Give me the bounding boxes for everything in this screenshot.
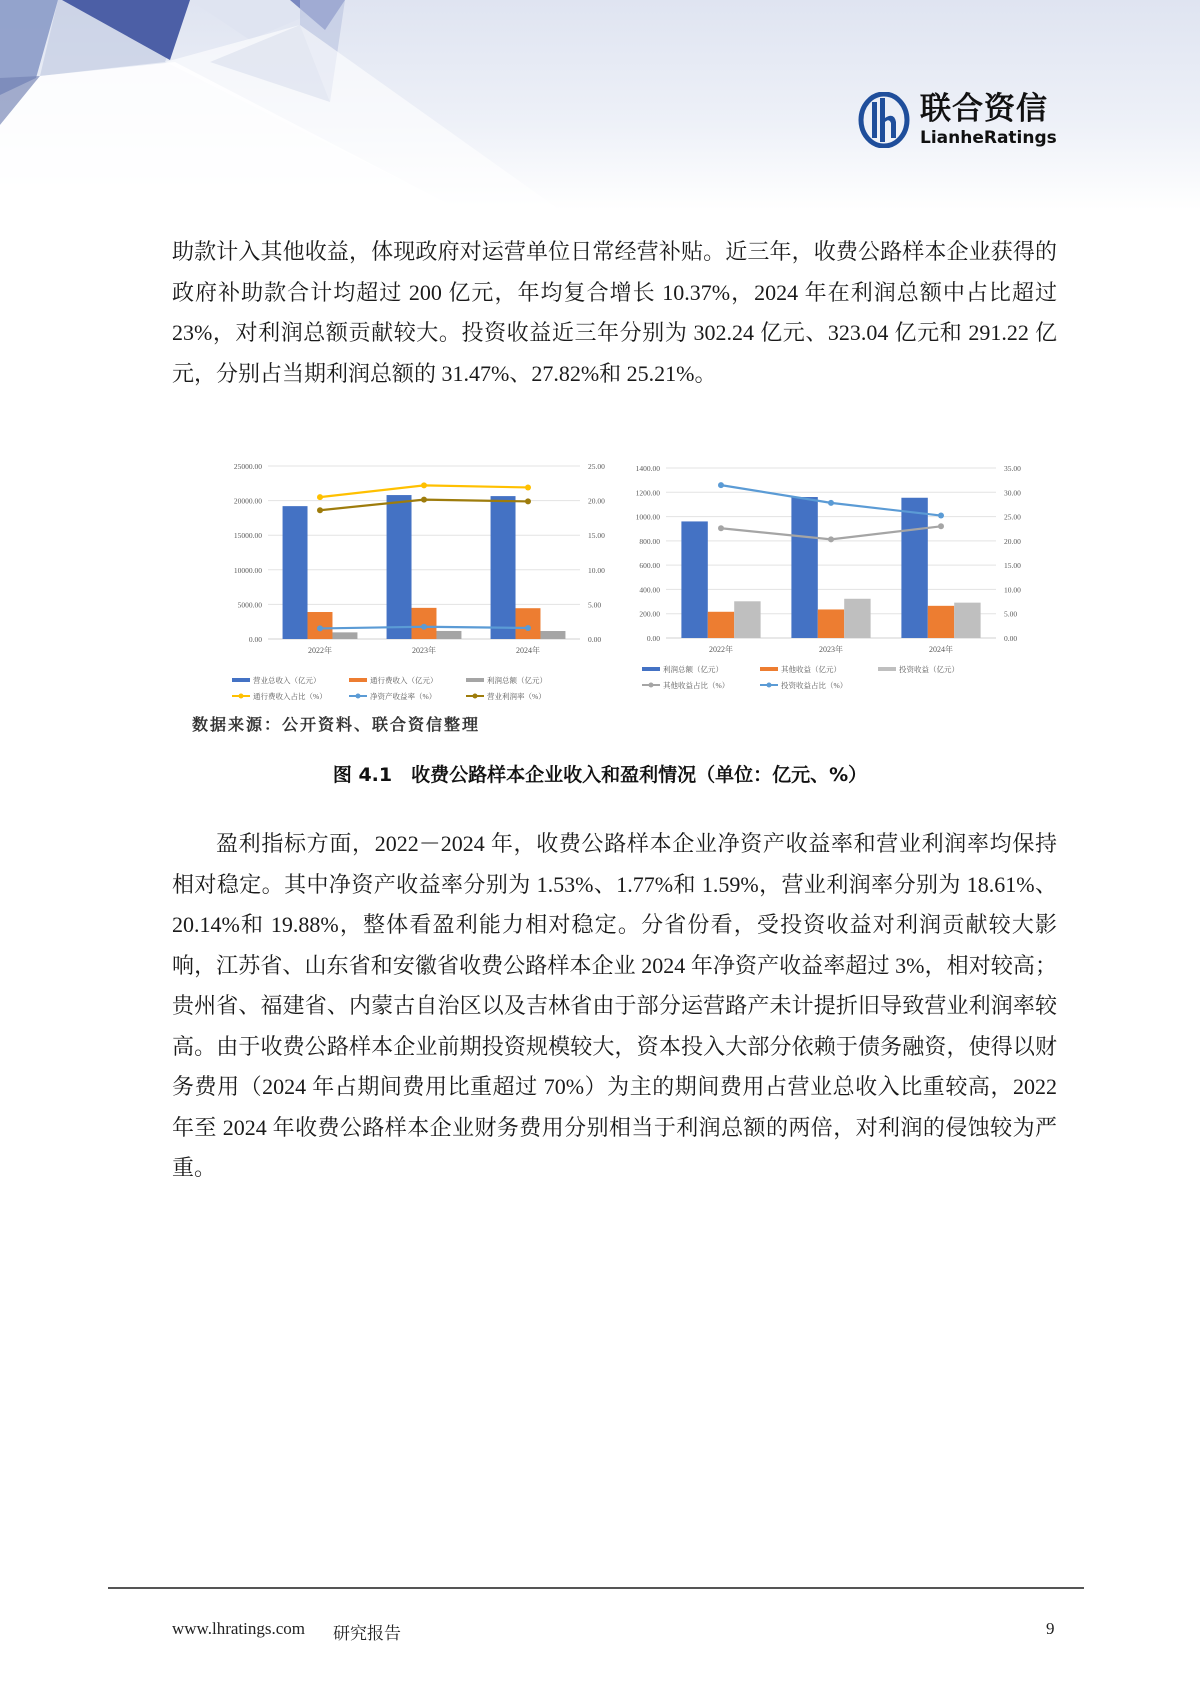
legend-marker <box>239 694 244 699</box>
y-tick-label: 1400.00 <box>635 464 660 473</box>
legend-marker <box>649 683 654 688</box>
bar <box>412 608 437 639</box>
data-point <box>525 625 531 631</box>
data-point <box>718 525 724 531</box>
y-tick-label: 400.00 <box>639 585 660 595</box>
data-point <box>317 494 323 500</box>
y2-tick-label: 0.00 <box>1004 634 1018 643</box>
data-point <box>718 482 724 488</box>
figure-source: 数据来源：公开资料、联合资信整理 <box>192 715 481 734</box>
x-tick-label: 2023年 <box>412 646 436 655</box>
data-point <box>938 513 944 519</box>
body-paragraph-1: 助款计入其他收益，体现政府对运营单位日常经营补贴。近三年，收费公路样本企业获得的政府补助款合计均超过 200 亿元，年均复合增长 10.37%，2024 年在利润总额中占比超过 23%，对利润总额贡献较大。投资收益近三年分别为 302.24 亿元、323.04 亿元和 291.22 亿元，分别占当期利润总额的 31.47%、27.82%和 25.21%。 <box>172 239 1057 386</box>
y2-tick-label: 20.00 <box>588 496 605 506</box>
bar <box>818 609 844 638</box>
y-tick-label: 15000.00 <box>233 531 262 541</box>
data-point <box>421 482 427 488</box>
y2-tick-label: 0.00 <box>588 635 602 644</box>
bar <box>954 603 980 638</box>
chart-1-svg <box>210 455 605 700</box>
y2-tick-label: 25.00 <box>1004 512 1021 522</box>
legend-label: 营业利润率（%） <box>487 692 546 700</box>
bar <box>928 606 954 638</box>
x-tick-label: 2023年 <box>819 645 843 654</box>
y-tick-label: 10000.00 <box>233 565 262 575</box>
y-tick-label: 0.00 <box>248 635 262 644</box>
y2-tick-label: 30.00 <box>1004 488 1021 498</box>
y-tick-label: 20000.00 <box>233 496 262 506</box>
data-point <box>317 507 323 513</box>
chart-profit-composition <box>605 455 1035 700</box>
legend-label: 通行费收入占比（%） <box>253 692 327 700</box>
footer-report-label: 研究报告 <box>333 1624 401 1644</box>
y-tick-label: 0.00 <box>646 634 660 643</box>
bar <box>387 495 412 639</box>
legend-swatch <box>760 667 778 671</box>
x-tick-label: 2022年 <box>709 645 733 654</box>
legend-swatch <box>232 678 250 682</box>
bar <box>491 496 516 639</box>
legend-label: 其他收益占比（%） <box>663 681 730 690</box>
lianhe-logo-icon <box>858 92 910 148</box>
x-tick-label: 2024年 <box>516 646 540 655</box>
footer-divider <box>108 1587 1084 1589</box>
legend-label: 投资收益占比（%） <box>781 681 848 690</box>
y-tick-label: 800.00 <box>639 536 660 546</box>
bar <box>436 631 461 639</box>
data-point <box>828 500 834 506</box>
logo-chinese-name: 联合资信 <box>920 91 1048 127</box>
bar <box>540 631 565 639</box>
y2-tick-label: 35.00 <box>1004 464 1021 473</box>
bar <box>516 608 541 639</box>
data-point <box>828 536 834 542</box>
bar <box>901 498 927 638</box>
y2-tick-label: 15.00 <box>588 531 605 541</box>
legend-label: 通行费收入（亿元） <box>370 676 438 685</box>
bar <box>332 632 357 639</box>
legend-label: 利润总额（亿元） <box>663 665 723 674</box>
y-tick-label: 1200.00 <box>635 488 660 498</box>
y-tick-label: 1000.00 <box>635 512 660 522</box>
data-point <box>938 523 944 529</box>
data-point <box>525 484 531 490</box>
y2-tick-label: 5.00 <box>1004 609 1018 619</box>
legend-label: 其他收益（亿元） <box>781 665 841 674</box>
legend-label: 营业总收入（亿元） <box>253 676 321 685</box>
bar <box>681 521 707 638</box>
bar <box>734 601 760 638</box>
bar <box>283 506 308 639</box>
legend-swatch <box>349 678 367 682</box>
legend-swatch <box>466 678 484 682</box>
legend-swatch <box>642 667 660 671</box>
legend-marker <box>473 694 478 699</box>
chart-revenue-profit <box>210 455 605 700</box>
y2-tick-label: 15.00 <box>1004 561 1021 571</box>
legend-marker <box>767 683 772 688</box>
company-logo <box>858 92 1068 156</box>
page-number: 9 <box>1046 1619 1055 1638</box>
body-paragraph-2: 盈利指标方面，2022－2024 年，收费公路样本企业净资产收益率和营业利润率均保持相对稳定。其中净资产收益率分别为 1.53%、1.77%和 1.59%，营业利润率分别为 18.61%、20.14%和 19.88%，整体看盈利能力相对稳定。分省份看，受投资收益对利润贡献较大影响，江苏省、山东省和安徽省收费公路样本企业 2024 年净资产收益率超过 3%，相对较高；贵州省、福建省、内蒙古自治区以及吉林省由于部分运营路产未计提折旧导致营业利润率较高。由于收费公路样本企业前期投资规模较大，资本投入大部分依赖于债务融资，使得以财务费用（2024 年占期间费用比重超过 70%）为主的期间费用占营业总收入比重较高，2022 年至 2024 年收费公路样本企业财务费用分别相当于利润总额的两倍，对利润的侵蚀较为严重。 <box>172 831 1057 1180</box>
y-tick-label: 200.00 <box>639 609 660 619</box>
chart-2-svg <box>605 455 1035 700</box>
x-tick-label: 2022年 <box>308 646 332 655</box>
y2-tick-label: 10.00 <box>1004 585 1021 595</box>
x-tick-label: 2024年 <box>929 645 953 654</box>
figure-caption: 图 4.1 收费公路样本企业收入和盈利情况（单位：亿元、%） <box>332 764 868 786</box>
bar <box>791 497 817 638</box>
y-tick-label: 25000.00 <box>233 462 262 471</box>
y2-tick-label: 25.00 <box>588 462 605 471</box>
data-point <box>421 624 427 630</box>
footer-website: www.lhratings.com <box>172 1619 305 1638</box>
legend-swatch <box>878 667 896 671</box>
legend-marker <box>356 694 361 699</box>
y2-tick-label: 5.00 <box>588 600 602 610</box>
bar <box>708 612 734 638</box>
y2-tick-label: 10.00 <box>588 565 605 575</box>
y-tick-label: 5000.00 <box>237 600 262 610</box>
logo-english-name: LianheRatings <box>920 128 1057 148</box>
data-point <box>421 497 427 503</box>
data-point <box>317 625 323 631</box>
legend-label: 投资收益（亿元） <box>899 665 959 674</box>
legend-label: 利润总额（亿元） <box>487 676 547 685</box>
y-tick-label: 600.00 <box>639 561 660 571</box>
data-point <box>525 498 531 504</box>
header-banner <box>0 0 1200 210</box>
y2-tick-label: 20.00 <box>1004 536 1021 546</box>
bar <box>844 599 870 638</box>
legend-label: 净资产收益率（%） <box>370 692 437 700</box>
